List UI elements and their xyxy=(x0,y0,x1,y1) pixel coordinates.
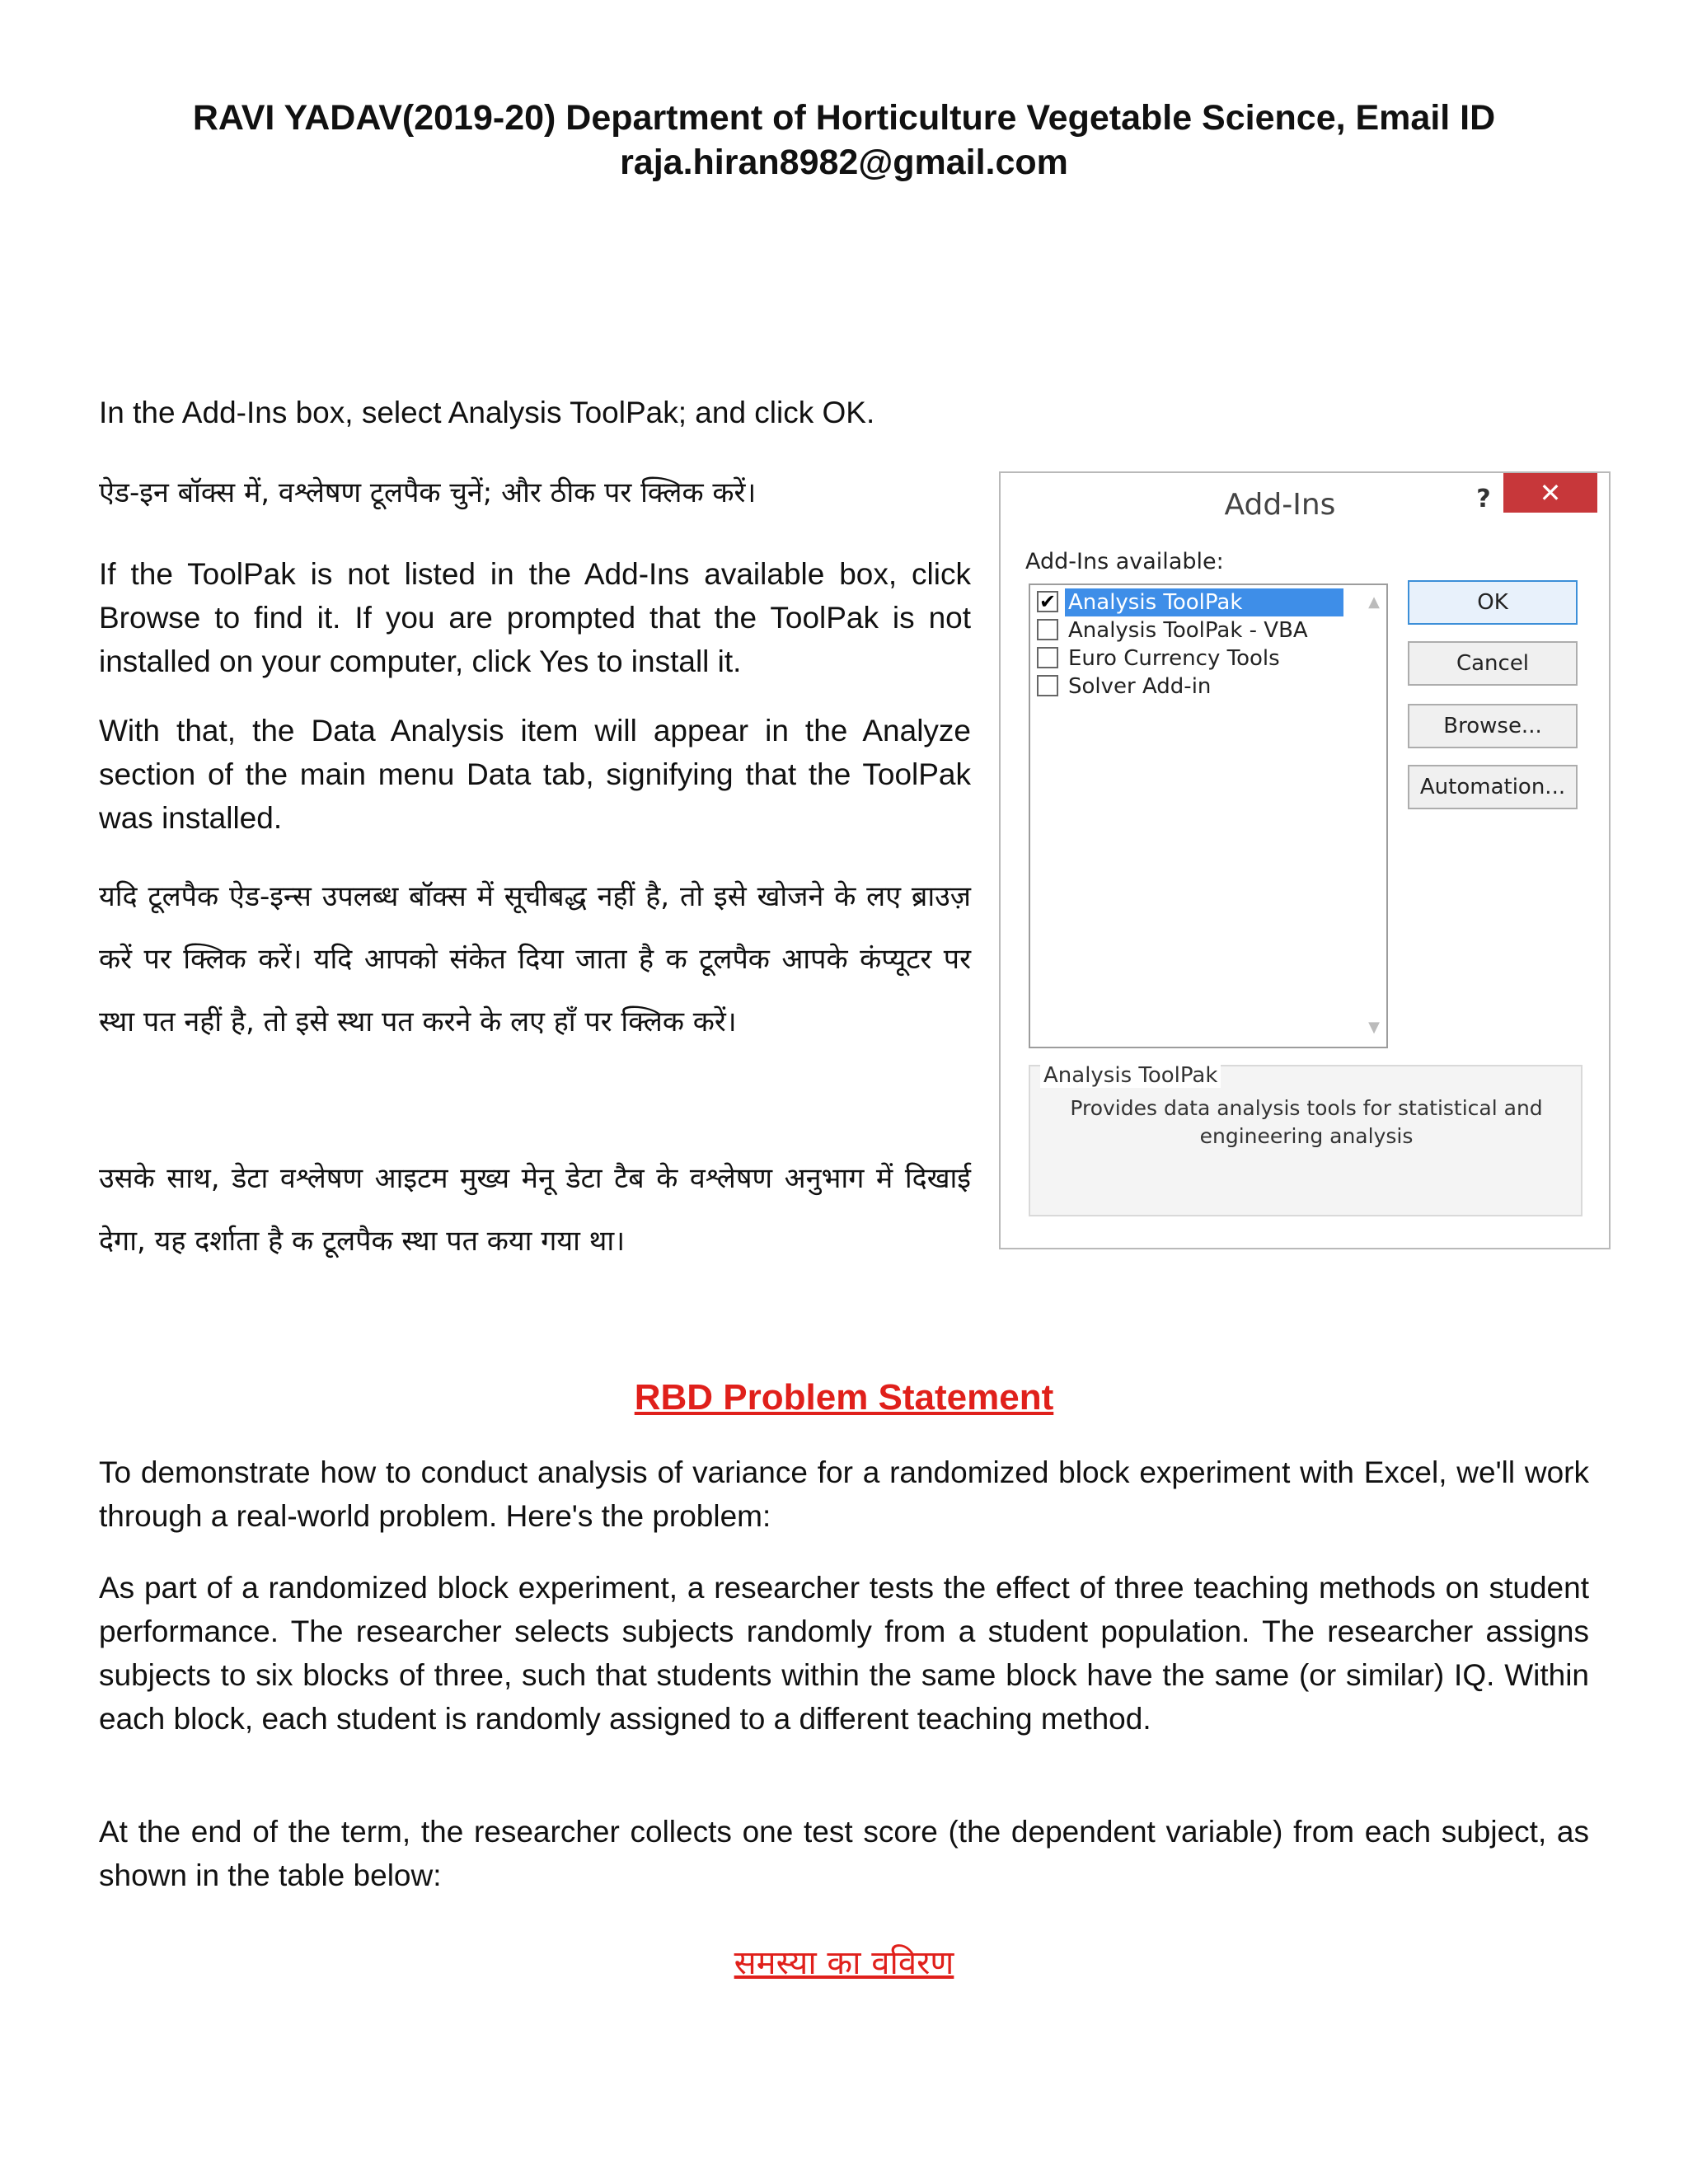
description-text: Provides data analysis tools for statistical and engineering analysis xyxy=(1070,1096,1543,1148)
add-ins-available-label: Add-Ins available: xyxy=(1025,549,1224,574)
ok-button[interactable]: OK xyxy=(1408,580,1578,625)
checkbox-analysis-toolpak[interactable]: ✔ xyxy=(1037,591,1058,612)
list-item-analysis-toolpak-vba[interactable] xyxy=(1034,616,1355,644)
dialog-title: Add-Ins xyxy=(1224,488,1336,522)
automation-button[interactable]: Automation... xyxy=(1408,765,1578,809)
paragraph-test-score: At the end of the term, the researcher collects one test score (the dependent variable) from each subject, as shown in the table below: xyxy=(99,1815,1589,1892)
paragraph-select-toolpak-hindi: ऐड-इन बॉक्स में, वश्लेषण टूलपैक चुनें; और ठीक पर क्लिक करें। xyxy=(99,476,757,509)
add-in-description-box xyxy=(1029,1065,1582,1216)
section-title-rbd: RBD Problem Statement xyxy=(634,1377,1054,1418)
list-item-label: Euro Currency Tools xyxy=(1068,646,1280,671)
add-ins-dialog xyxy=(999,471,1611,1249)
description-title: Analysis ToolPak xyxy=(1040,1063,1221,1088)
list-item-solver-add-in[interactable] xyxy=(1034,673,1355,701)
close-button[interactable]: ✕ xyxy=(1503,473,1597,513)
paragraph-select-toolpak: In the Add-Ins box, select Analysis ToolPak; and click OK. xyxy=(99,396,875,429)
paragraph-browse-toolpak: If the ToolPak is not listed in the Add-Ins available box, click Browse to find it. If you are prompted that the ToolPak is not installed on your computer, click Yes to install it. xyxy=(99,557,971,678)
section-title-hindi: समस्या का वविरण xyxy=(734,1944,954,1982)
list-item-analysis-toolpak[interactable] xyxy=(1034,588,1355,616)
paragraph-browse-toolpak-hindi: यदि टूलपैक ऐड-इन्स उपलब्ध बॉक्स में सूचीबद्ध नहीं है, तो इसे खोजने के लए ब्राउज़ करें पर क्लिक करें। यदि आपको संकेत दिया जाता है क टूलपैक आपके कंप्यूटर पर स्था पत नहीं है, तो इसे स्था पत करने के लए हाँ पर क्लिक करें। xyxy=(99,880,971,1038)
list-item-label: Analysis ToolPak - VBA xyxy=(1068,618,1308,643)
document-header xyxy=(99,96,1589,185)
list-item-label: Analysis ToolPak xyxy=(1065,588,1343,616)
header-email: raja.hiran8982@gmail.com xyxy=(620,143,1068,182)
paragraph-data-analysis-item-hindi: उसके साथ, डेटा वश्लेषण आइटम मुख्य मेनू डेटा टैब के वश्लेषण अनुभाग में दिखाई देगा, यह दर्शाता है क टूलपैक स्था पत कया गया था। xyxy=(99,1162,971,1258)
paragraph-data-analysis-item: With that, the Data Analysis item will appear in the Analyze section of the main menu Data tab, signifying that the ToolPak was installed. xyxy=(99,714,971,835)
add-ins-listbox[interactable] xyxy=(1029,583,1388,1048)
paragraph-experiment-description: As part of a randomized block experiment, a researcher tests the effect of three teaching methods on student performance. The researcher selects subjects randomly from a student population. The researcher assigns subjects to six blocks of three, such that students within the same block have the same (or similar) IQ. Within each block, each student is randomly assigned to a different teaching method. xyxy=(99,1571,1589,1736)
cancel-button[interactable]: Cancel xyxy=(1408,641,1578,686)
checkbox-euro-currency-tools[interactable] xyxy=(1037,647,1058,668)
paragraph-demonstrate: To demonstrate how to conduct analysis of variance for a randomized block experiment with Excel, we'll work through a real-world problem. Here's the problem: xyxy=(99,1455,1589,1533)
header-line-1: RAVI YADAV(2019-20) Department of Horticulture Vegetable Science, Email ID xyxy=(192,98,1496,138)
list-item-euro-currency-tools[interactable] xyxy=(1034,644,1355,673)
browse-button[interactable]: Browse... xyxy=(1408,704,1578,748)
checkbox-solver-add-in[interactable] xyxy=(1037,675,1058,696)
checkbox-analysis-toolpak-vba[interactable] xyxy=(1037,619,1058,640)
help-button[interactable]: ? xyxy=(1476,485,1491,513)
scroll-down-icon[interactable]: ▼ xyxy=(1368,1019,1380,1036)
list-item-label: Solver Add-in xyxy=(1068,674,1212,699)
scroll-up-icon[interactable]: ▲ xyxy=(1368,593,1380,611)
